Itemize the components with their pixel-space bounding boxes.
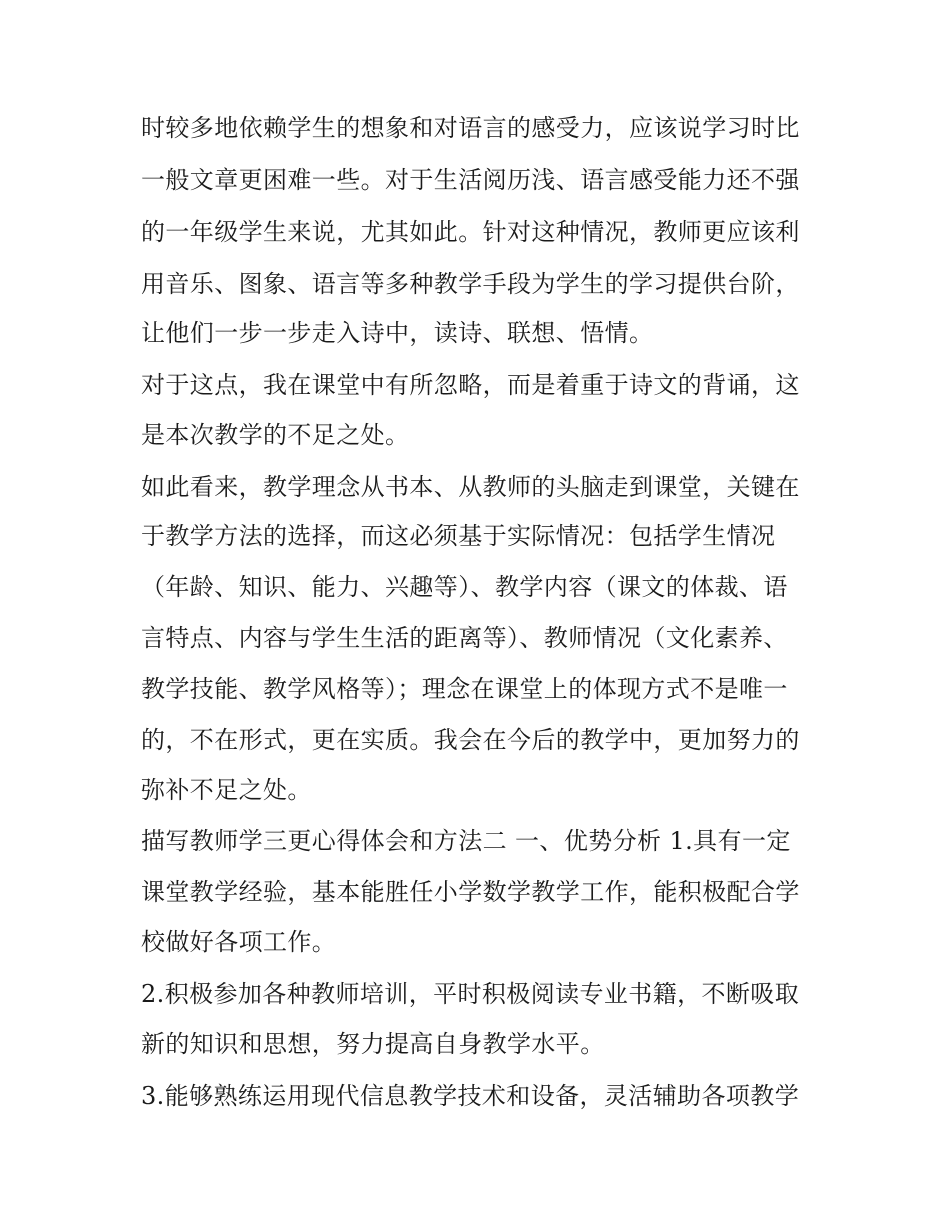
text-line: 言特点、内容与学生生活的距离等）、教师情况（文化素养、 [141, 624, 788, 652]
text-line: 描写教师学三更心得体会和方法二 一、优势分析 1.具有一定 [141, 827, 791, 855]
text-line: 3.能够熟练运用现代信息教学技术和设备，灵活辅助各项教学 [141, 1082, 800, 1110]
text-line: 弥补不足之处。 [141, 776, 312, 804]
text-line: 的一年级学生来说，尤其如此。针对这种情况，教师更应该利 [141, 218, 800, 246]
text-line: 如此看来，教学理念从书本、从教师的头脑走到课堂，关键在 [141, 473, 800, 501]
text-line: 是本次教学的不足之处。 [141, 421, 410, 449]
text-line: 时较多地依赖学生的想象和对语言的感受力，应该说学习时比 [141, 114, 800, 142]
text-line: （年龄、知识、能力、兴趣等）、教学内容（课文的体裁、语 [141, 573, 788, 601]
text-line: 用音乐、图象、语言等多种教学手段为学生的学习提供台阶， [141, 270, 800, 298]
text-line: 教学技能、教学风格等）；理念在课堂上的体现方式不是唯一 [141, 675, 788, 703]
text-line: 校做好各项工作。 [141, 928, 337, 956]
text-line: 课堂教学经验，基本能胜任小学数学教学工作，能积极配合学 [141, 878, 800, 906]
text-line: 新的知识和思想，努力提高自身教学水平。 [141, 1030, 605, 1058]
text-line: 对于这点，我在课堂中有所忽略，而是着重于诗文的背诵，这 [141, 371, 800, 399]
text-line: 的，不在形式，更在实质。我会在今后的教学中，更加努力的 [141, 726, 800, 754]
text-line: 2.积极参加各种教师培训，平时积极阅读专业书籍，不断吸取 [141, 980, 800, 1008]
text-line: 于教学方法的选择，而这必须基于实际情况：包括学生情况 [141, 522, 776, 550]
text-line: 一般文章更困难一些。对于生活阅历浅、语言感受能力还不强 [141, 166, 800, 194]
text-line: 让他们一步一步走入诗中，读诗、联想、悟情。 [141, 319, 654, 347]
